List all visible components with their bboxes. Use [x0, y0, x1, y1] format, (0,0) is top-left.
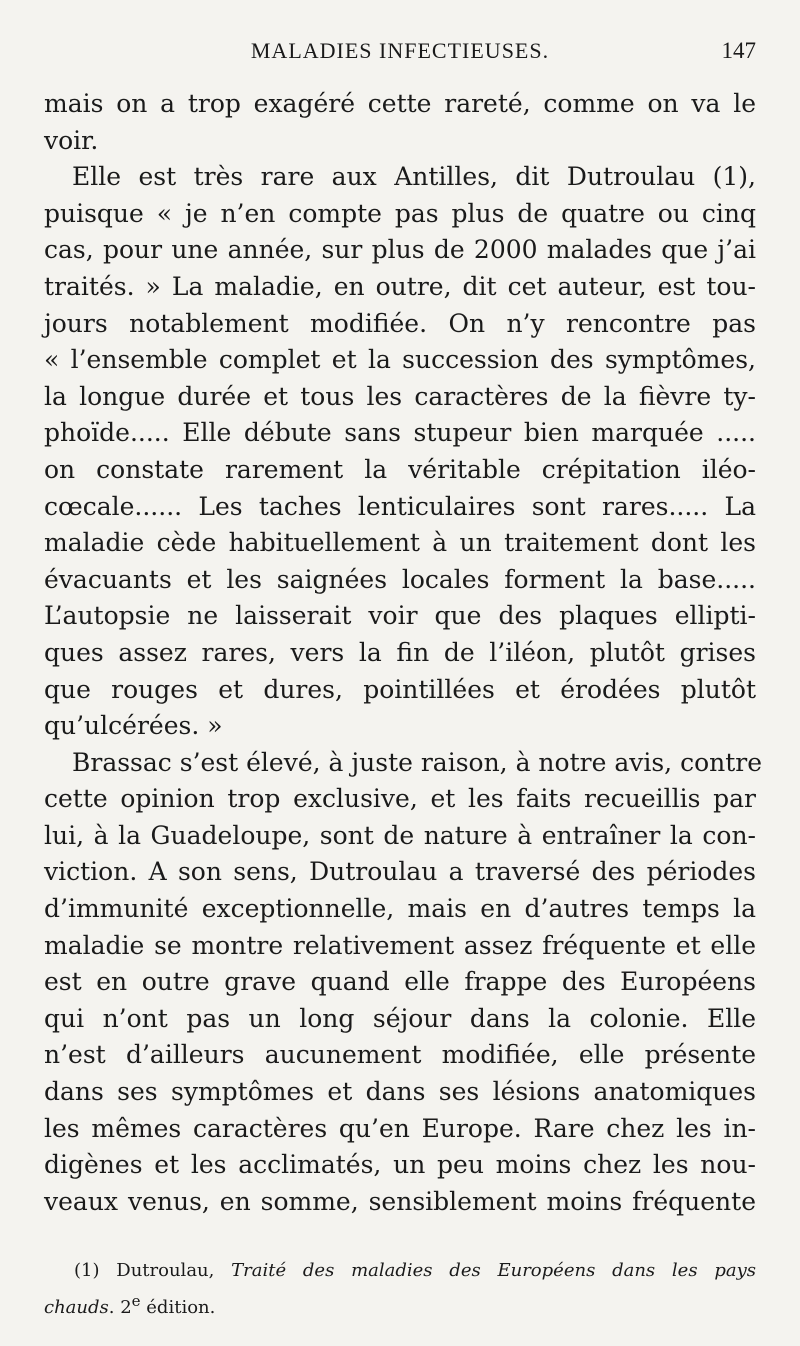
text-line: voir. — [44, 125, 99, 155]
text-line: la longue durée et tous les caractères de la fièvre ty- — [44, 381, 756, 411]
text-line: mais on a trop exagéré cette rareté, comme on va le — [44, 89, 756, 118]
text-line: Elle est très rare aux Antilles, dit Dutroulau (1), — [72, 162, 756, 192]
body-text — [44, 86, 763, 1220]
text-line: maladie se montre relativement assez fréquente et elle — [44, 930, 756, 960]
text-line: cette opinion trop exclusive, et les faits recueillis par — [44, 784, 756, 814]
footnote-line — [44, 1256, 756, 1286]
text-line: digènes et les acclimatés, un peu moins chez les nou- — [44, 1150, 756, 1180]
footnote-title-end: chauds — [44, 1297, 109, 1318]
text-line: dans ses symptômes et dans ses lésions anatomiques — [44, 1077, 756, 1107]
text-line: jours notablement modifiée. On n’y rencontre pas — [44, 308, 756, 338]
text-line: est en outre grave quand elle frappe des Européens — [44, 967, 756, 997]
footnote — [44, 1256, 756, 1316]
footnote-edition: édition. — [140, 1297, 216, 1318]
text-line: phoïde..... Elle débute sans stupeur bien marquée ..... — [44, 418, 756, 448]
text-line: on constate rarement la véritable crépitation iléo- — [44, 454, 756, 484]
text-line: cœcale...... Les taches lenticulaires sont rares..... La — [44, 491, 756, 521]
text-line: maladie cède habituellement à un traitement dont les — [44, 528, 756, 558]
text-line: veaux venus, en somme, sensiblement moins fréquente — [44, 1186, 756, 1216]
text-line: qu’ulcérées. » — [44, 711, 223, 741]
footnote-title: Traité des maladies des Européens dans les pays — [231, 1260, 756, 1281]
running-head — [44, 38, 756, 72]
text-line: d’immunité exceptionnelle, mais en d’autres temps la — [44, 894, 756, 924]
footnote-line — [44, 1286, 756, 1316]
text-line: qui n’ont pas un long séjour dans la colonie. Elle — [44, 1003, 756, 1033]
footnote-edition-number: . 2 — [108, 1297, 132, 1318]
text-line: puisque « je n’en compte pas plus de quatre ou cinq — [44, 198, 756, 228]
page-number: 147 — [721, 38, 756, 63]
text-line: lui, à la Guadeloupe, sont de nature à entraîner la con- — [44, 820, 756, 850]
footnote-marker: (1) Dutroulau, — [74, 1260, 232, 1281]
text-line: Brassac s’est élevé, à juste raison, à notre avis, contre — [72, 747, 763, 777]
text-line: « l’ensemble complet et la succession des symptômes, — [44, 345, 756, 375]
footnote-superscript: e — [131, 1292, 141, 1310]
text-line: cas, pour une année, sur plus de 2000 malades que j’ai — [44, 235, 756, 265]
text-line: L’autopsie ne laisserait voir que des plaques ellipti- — [44, 601, 756, 631]
text-line: traités. » La maladie, en outre, dit cet auteur, est tou- — [44, 271, 756, 301]
text-line: viction. A son sens, Dutroulau a traversé des périodes — [44, 857, 756, 887]
text-line: évacuants et les saignées locales forment la base..... — [44, 564, 756, 594]
text-line: ques assez rares, vers la fin de l’iléon, plutôt grises — [44, 637, 756, 667]
text-line: les mêmes caractères qu’en Europe. Rare chez les in- — [44, 1113, 756, 1143]
chapter-title: MALADIES INFECTIEUSES. — [250, 38, 550, 63]
text-line: que rouges et dures, pointillées et érodées plutôt — [44, 674, 756, 704]
text-line: n’est d’ailleurs aucunement modifiée, elle présente — [44, 1040, 756, 1070]
